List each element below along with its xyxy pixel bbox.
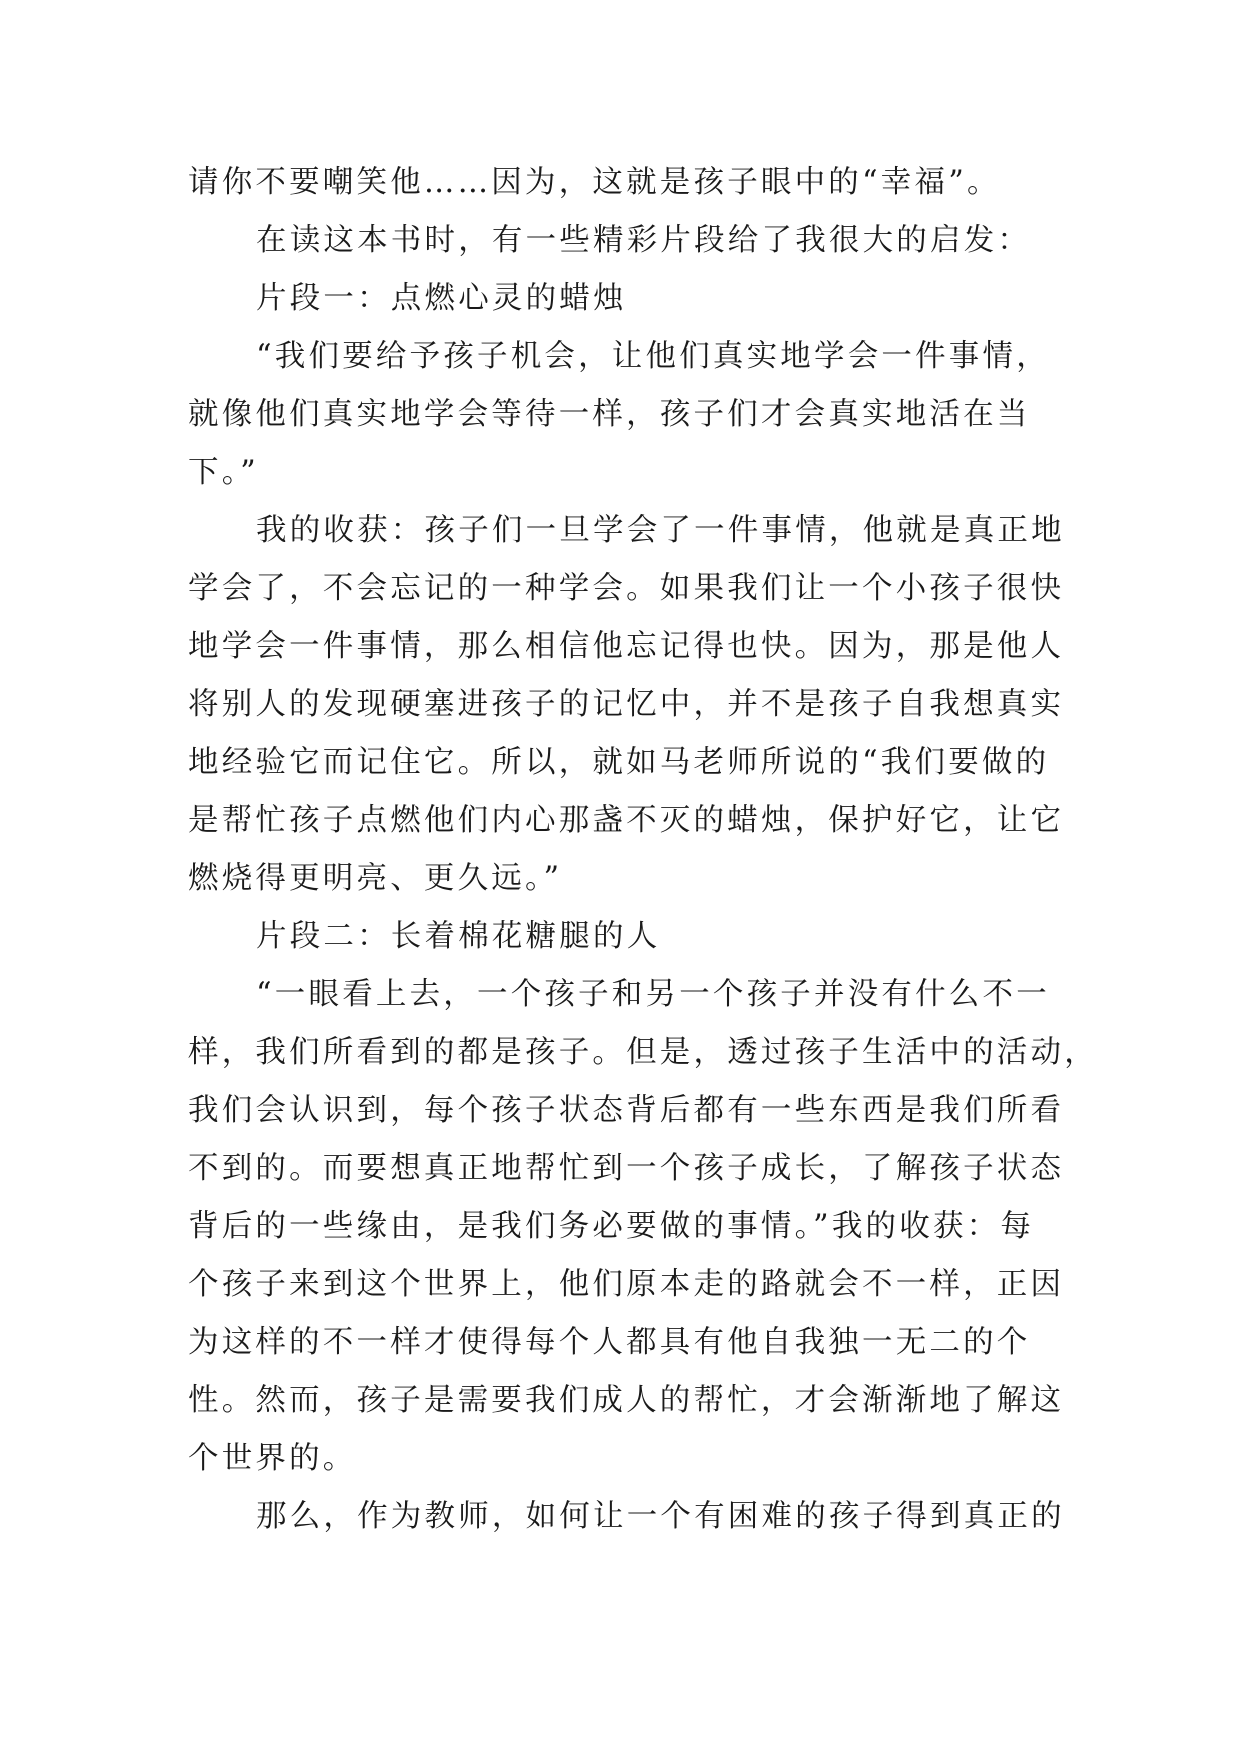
text-line: 地经验它而记住它。所以，就如马老师所说的“我们要做的 [188, 745, 1050, 780]
text-line: 那么，作为教师，如何让一个有困难的孩子得到真正的 [256, 1499, 1065, 1534]
text-line: 样，我们所看到的都是孩子。但是，透过孩子生活中的活动， [188, 1035, 1098, 1070]
text-line: 燃烧得更明亮、更久远。” [188, 861, 563, 896]
text-line: 个世界的。 [188, 1441, 357, 1476]
text-line: 个孩子来到这个世界上，他们原本走的路就会不一样，正因 [188, 1267, 1065, 1302]
text-line: 不到的。而要想真正地帮忙到一个孩子成长，了解孩子状态 [188, 1151, 1065, 1186]
section-heading: 片段一：点燃心灵的蜡烛 [256, 281, 627, 316]
text-line: 为这样的不一样才使得每个人都具有他自我独一无二的个 [188, 1325, 1031, 1360]
text-line: 性。然而，孩子是需要我们成人的帮忙，才会渐渐地了解这 [188, 1383, 1065, 1418]
text-line: 我的收获：孩子们一旦学会了一件事情，他就是真正地 [256, 513, 1065, 548]
text-line: 是帮忙孩子点燃他们内心那盏不灭的蜡烛，保护好它，让它 [188, 803, 1065, 838]
text-line: 下。” [188, 455, 259, 490]
section-heading: 片段二：长着棉花糖腿的人 [256, 919, 661, 954]
text-line: 背后的一些缘由，是我们务必要做的事情。”我的收获：每 [188, 1209, 1035, 1244]
body-text [188, 154, 1098, 1546]
text-line: 就像他们真实地学会等待一样，孩子们才会真实地活在当 [188, 397, 1031, 432]
text-line: 地学会一件事情，那么相信他忘记得也快。因为，那是他人 [188, 629, 1065, 664]
text-line: “我们要给予孩子机会，让他们真实地学会一件事情， [256, 339, 1050, 374]
text-line: 将别人的发现硬塞进孩子的记忆中，并不是孩子自我想真实 [188, 687, 1065, 722]
text-line: 学会了，不会忘记的一种学会。如果我们让一个小孩子很快 [188, 571, 1065, 606]
text-line: 请你不要嘲笑他……因为，这就是孩子眼中的“幸福”。 [188, 165, 1001, 200]
text-line: “一眼看上去，一个孩子和另一个孩子并没有什么不一 [256, 977, 1050, 1012]
text-line: 我们会认识到，每个孩子状态背后都有一些东西是我们所看 [188, 1093, 1065, 1128]
text-line: 在读这本书时，有一些精彩片段给了我很大的启发： [256, 223, 1032, 258]
